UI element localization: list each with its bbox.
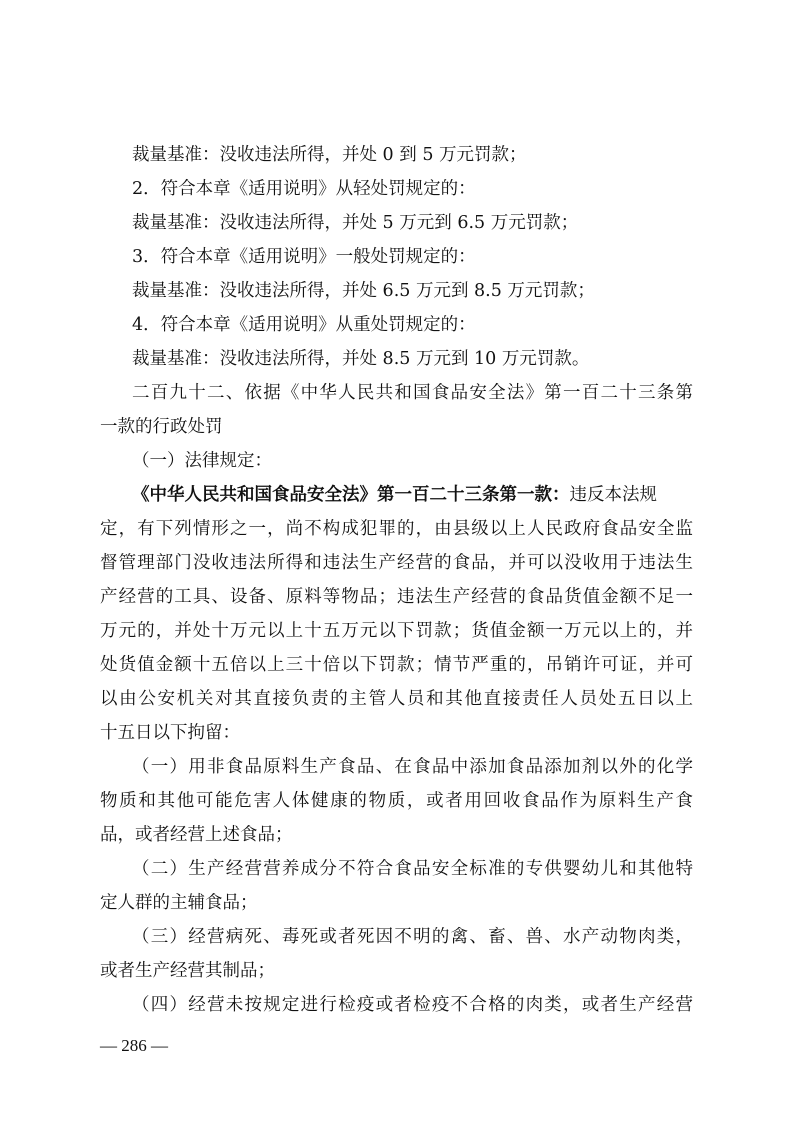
text-line [132,313,476,337]
text-line [100,517,693,541]
line-text: 裁量基准：没收违法所得，并处 8.5 万元到 10 万元罚款。 [132,349,590,369]
line-text: 裁量基准：没收违法所得，并处 6.5 万元到 8.5 万元罚款； [132,281,595,301]
article-heading-line [100,415,223,439]
page-number: — 286 — [100,1036,168,1055]
text-line [100,789,693,813]
line-text: 二百九十二、依据《中华人民共和国食品安全法》第一百二十三条第 [132,383,693,403]
line-text: 裁量基准：没收违法所得，并处 5 万元到 6.5 万元罚款； [132,213,579,233]
text-line [100,959,275,983]
line-text: 万元的，并处十万元以上十五万元以下罚款；货值金额一万元以上的，并 [100,621,693,641]
line-text: 品，或者经营上述食品； [100,825,293,845]
text-line [100,687,693,711]
line-text: （二）生产经营营养成分不符合食品安全标准的专供婴幼儿和其他特 [132,859,693,879]
line-text: 或者生产经营其制品； [100,961,275,981]
text-line [100,585,693,609]
section-heading [132,449,272,473]
article-heading-line [132,381,693,405]
line-text: （一）用非食品原料生产食品、在食品中添加食品添加剂以外的化学 [132,757,693,777]
line-text: 产经营的工具、设备、原料等物品；违法生产经营的食品货值金额不足一 [100,587,693,607]
text-line [100,823,293,847]
line-text: 违反本法规 [569,485,657,505]
line-text: 定人群的主辅食品； [100,893,258,913]
line-text: 一款的行政处罚 [100,417,223,437]
text-line [132,211,578,235]
text-line [132,177,476,201]
line-text: （三）经营病死、毒死或者死因不明的禽、畜、兽、水产动物肉类， [132,927,693,947]
text-line [100,721,240,745]
text-line [132,143,527,167]
line-text: 以由公安机关对其直接负责的主管人员和其他直接责任人员处五日以上 [100,689,693,709]
list-item-line [132,857,693,881]
law-citation-bold: 《中华人民共和国食品安全法》第一百二十三条第一款： [132,485,570,505]
list-item-line [132,993,693,1017]
line-text: 物质和其他可能危害人体健康的物质，或者用回收食品作为原料生产食 [100,791,693,811]
line-text: 2．符合本章《适用说明》从轻处罚规定的： [132,179,476,199]
line-text: （四）经营未按规定进行检疫或者检疫不合格的肉类，或者生产经营 [132,995,693,1015]
list-item-line [132,755,693,779]
line-text: 裁量基准：没收违法所得，并处 0 到 5 万元罚款； [132,145,527,165]
text-line [100,891,258,915]
text-line [132,245,476,269]
line-text: 处货值金额十五倍以上三十倍以下罚款；情节严重的，吊销许可证，并可 [100,655,693,675]
line-text: 督管理部门没收违法所得和违法生产经营的食品，并可以没收用于违法生 [100,553,693,573]
line-text: 4．符合本章《适用说明》从重处罚规定的： [132,315,476,335]
text-line [100,653,693,677]
law-citation-line [132,483,657,507]
list-item-line [132,925,693,949]
line-text: （一）法律规定： [132,451,272,471]
text-line [132,347,589,371]
text-line [100,619,693,643]
text-line [132,279,595,303]
text-line [100,551,693,575]
line-text: 十五日以下拘留： [100,723,240,743]
line-text: 3．符合本章《适用说明》一般处罚规定的： [132,247,476,267]
line-text: 定，有下列情形之一，尚不构成犯罪的，由县级以上人民政府食品安全监 [100,519,693,539]
